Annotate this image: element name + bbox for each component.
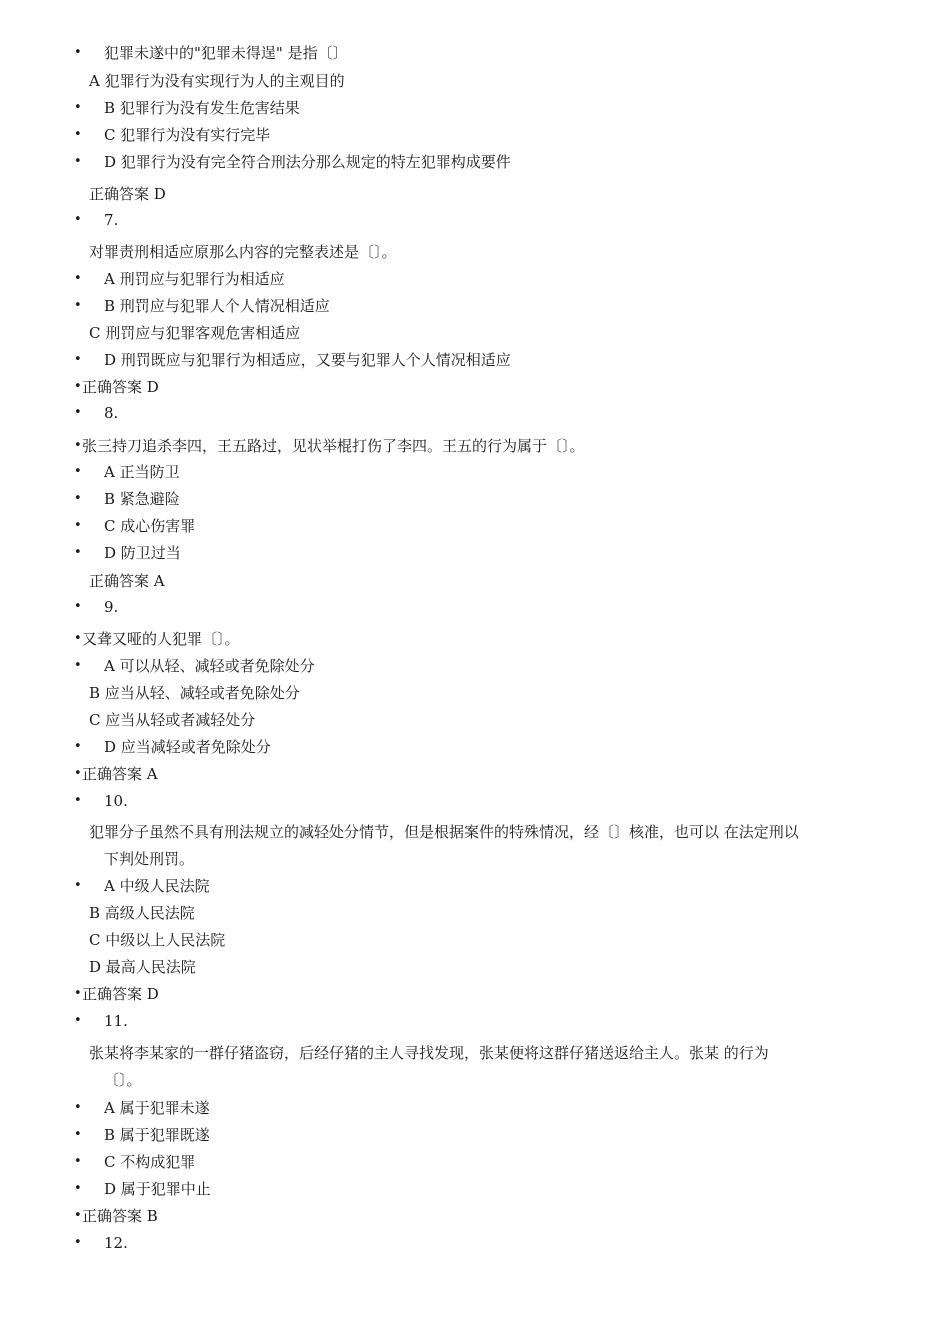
text-line: 犯罪未遂中的"犯罪未得逞" 是指〔〕 [104,44,348,62]
list-bullet: • [74,491,82,506]
list-bullet: • [74,127,82,142]
text-line: 张某将李某家的一群仔猪盗窃，后经仔猪的主人寻找发现，张某便将这群仔猪送返给主人。张某 的行为 [89,1044,769,1062]
list-bullet: • [74,271,82,286]
text-line: D 防卫过当 [104,544,181,562]
list-bullet: • [74,986,82,1001]
text-line: D 犯罪行为没有完全符合刑法分那么规定的特左犯罪构成要件 [104,153,511,171]
text-line: 8. [104,404,119,422]
text-line: 9. [104,598,119,616]
text-line: B 高级人民法院 [89,904,195,922]
text-line: B 犯罪行为没有发生危害结果 [104,99,300,117]
list-bullet: • [74,545,82,560]
list-bullet: • [74,298,82,313]
text-line: A 属于犯罪未遂 [104,1099,210,1117]
text-line: C 刑罚应与犯罪客观危害相适应 [89,324,301,342]
list-bullet: • [74,793,82,808]
list-bullet: • [74,1100,82,1115]
text-line: 正确答案 D [89,185,166,203]
list-bullet: • [74,658,82,673]
text-line: 正确答案 D [82,378,159,396]
text-line: 正确答案 A [89,572,165,590]
text-line: 11. [104,1012,128,1030]
text-line: 又聋又哑的人犯罪〔〕。 [82,630,240,648]
list-bullet: • [74,878,82,893]
text-line: D 刑罚既应与犯罪行为相适应，又要与犯罪人个人情况相适应 [104,351,511,369]
list-bullet: • [74,100,82,115]
text-line: 正确答案 A [82,765,158,783]
text-line: 7. [104,211,119,229]
text-line: A 可以从轻、减轻或者免除处分 [104,657,315,675]
list-bullet: • [74,1013,82,1028]
text-line: B 刑罚应与犯罪人个人情况相适应 [104,297,330,315]
text-line: C 中级以上人民法院 [89,931,226,949]
text-line: B 应当从轻、减轻或者免除处分 [89,684,300,702]
list-bullet: • [74,405,82,420]
text-line: D 最高人民法院 [89,958,196,976]
text-line: 正确答案 B [82,1207,158,1225]
text-line: C 成心伤害罪 [104,517,196,535]
text-line: C 应当从轻或者减轻处分 [89,711,256,729]
list-bullet: • [74,438,82,453]
list-bullet: • [74,518,82,533]
text-line: A 中级人民法院 [104,877,210,895]
text-line: 犯罪分子虽然不具有刑法规立的减轻处分情节，但是根据案件的特殊情况，经〔〕核准，也可以 在法定刑以 [89,823,799,841]
list-bullet: • [74,1235,82,1250]
list-bullet: • [74,766,82,781]
text-line: D 应当减轻或者免除处分 [104,738,271,756]
text-line: 张三持刀追杀李四，王五路过，见状举棍打伤了李四。王五的行为属于〔〕。 [82,437,585,455]
text-line: 〔〕。 [104,1071,142,1089]
text-line: D 属于犯罪中止 [104,1180,211,1198]
text-line: 12. [104,1234,128,1252]
list-bullet: • [74,45,82,60]
text-line: 10. [104,792,128,810]
list-bullet: • [74,154,82,169]
text-line: 对罪责刑相适应原那么内容的完整表述是〔〕。 [89,243,397,261]
text-line: B 属于犯罪既遂 [104,1126,210,1144]
text-line: 正确答案 D [82,985,159,1003]
list-bullet: • [74,1127,82,1142]
list-bullet: • [74,379,82,394]
list-bullet: • [74,212,82,227]
text-line: A 刑罚应与犯罪行为相适应 [104,270,285,288]
list-bullet: • [74,1181,82,1196]
list-bullet: • [74,739,82,754]
list-bullet: • [74,599,82,614]
text-line: A 犯罪行为没有实现行为人的主观目的 [89,72,345,90]
list-bullet: • [74,464,82,479]
text-line: C 犯罪行为没有实行完毕 [104,126,271,144]
list-bullet: • [74,1208,82,1223]
list-bullet: • [74,1154,82,1169]
text-line: 下判处刑罚。 [104,850,195,868]
text-line: A 正当防卫 [104,463,180,481]
text-line: B 紧急避险 [104,490,180,508]
list-bullet: • [74,631,82,646]
list-bullet: • [74,352,82,367]
text-line: C 不构成犯罪 [104,1153,196,1171]
